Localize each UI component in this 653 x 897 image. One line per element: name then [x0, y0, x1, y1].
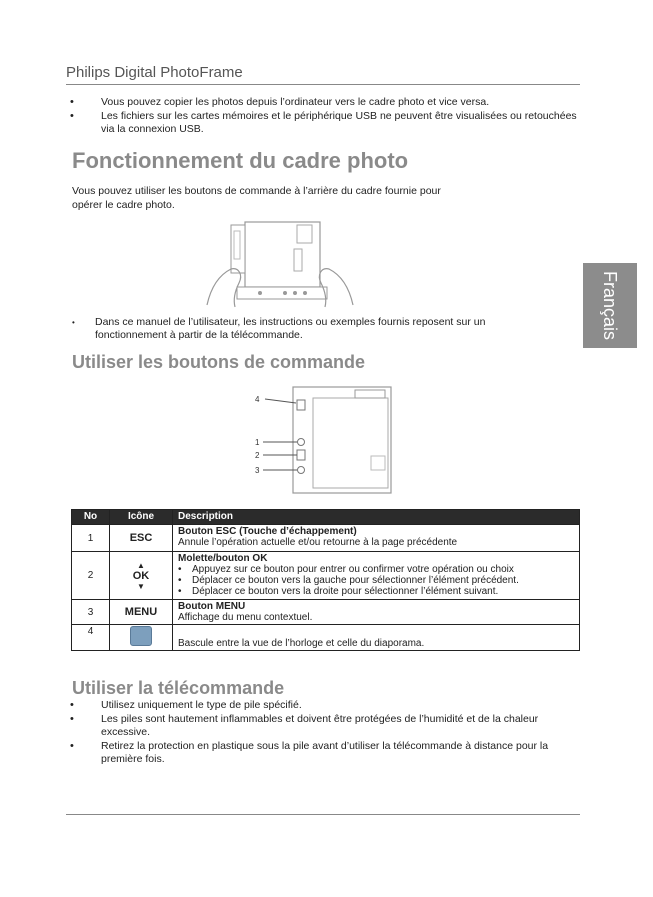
callout-1: 1	[255, 438, 260, 447]
table-header-row	[72, 510, 580, 525]
row-description	[173, 552, 580, 600]
row-number: 2	[72, 552, 110, 600]
intro-bullet-list	[66, 96, 580, 137]
list-item: • Retirez la protection en plastique sous la pile avant d’utiliser la télécommande à distance pour la première fois.	[66, 740, 580, 766]
row-number: 3	[72, 600, 110, 625]
column-header-icon: Icône	[110, 510, 173, 525]
section-title-operation: Fonctionnement du cadre photo	[72, 148, 409, 173]
row-title: Bouton ESC (Touche d’échappement)	[178, 526, 357, 537]
column-header-description: Description	[173, 510, 580, 525]
column-header-no: No	[72, 510, 110, 525]
section-title-remote: Utiliser la télécommande	[72, 678, 285, 698]
clock-slideshow-icon	[130, 626, 152, 646]
table-row	[72, 525, 580, 552]
callout-3: 3	[255, 466, 260, 475]
row-description	[173, 625, 580, 651]
row-icon-label: MENU	[110, 600, 173, 625]
header-rule	[66, 84, 580, 85]
row-title: Bouton MENU	[178, 601, 246, 612]
row-icon-cell	[110, 625, 173, 651]
row-sub-item: • Déplacer ce bouton vers la droite pour sélectionner l’élément suivant.	[178, 586, 574, 597]
row-description	[173, 525, 580, 552]
footer-rule	[66, 814, 580, 815]
row-title: Molette/bouton OK	[178, 553, 268, 564]
table-row	[72, 600, 580, 625]
control-buttons-table	[71, 509, 580, 651]
list-item: • Utilisez uniquement le type de pile spécifié.	[66, 699, 580, 712]
language-tab-label: Français	[600, 270, 621, 341]
section-paragraph: Vous pouvez utiliser les boutons de commande à l’arrière du cadre fournie pour opérer le cadre photo.	[72, 185, 441, 211]
row-text: Affichage du menu contextuel.	[178, 612, 313, 623]
table-row	[72, 625, 580, 651]
row-description	[173, 600, 580, 625]
row-number: 1	[72, 525, 110, 552]
remote-bullet-list	[66, 699, 580, 767]
row-icon-label: OK	[132, 569, 150, 582]
row-text: Annule l’opération actuelle et/ou retourne à la page précédente	[178, 537, 458, 548]
row-sub-item: • Déplacer ce bouton vers la gauche pour sélectionner l’élément précédent.	[178, 575, 574, 586]
row-icon-label: ESC	[110, 525, 173, 552]
callout-4: 4	[255, 395, 260, 404]
list-item: • Les piles sont hautement inflammables et doivent être protégées de l’humidité et de la chaleur excessive.	[66, 713, 580, 739]
section-title-control-buttons: Utiliser les boutons de commande	[72, 352, 366, 372]
list-item: • Vous pouvez copier les photos depuis l’ordinateur vers le cadre photo et vice versa.	[66, 96, 580, 109]
remote-note: • Dans ce manuel de l’utilisateur, les instructions ou exemples fournis reposent sur un fonctionnement à partir de la télécommande.	[72, 316, 542, 342]
page-header-title: Philips Digital PhotoFrame	[66, 64, 243, 81]
row-sub-item: • Appuyez sur ce bouton pour entrer ou confirmer votre opération ou choix	[178, 564, 574, 575]
row-number: 4	[72, 625, 110, 651]
list-item: • Les fichiers sur les cartes mémoires et le périphérique USB ne peuvent être visualisées ou retouchées via la connexion USB.	[66, 110, 580, 136]
arrow-down-icon: ▼	[137, 581, 145, 591]
arrow-up-icon: ▲	[137, 560, 145, 570]
row-icon-ok	[110, 552, 173, 600]
callout-2: 2	[255, 451, 260, 460]
table-row	[72, 552, 580, 600]
frame-rear-buttons-illustration	[253, 384, 393, 496]
row-text: Bascule entre la vue de l’horloge et celle du diaporama.	[178, 638, 425, 649]
language-tab	[583, 263, 637, 348]
hands-holding-frame-illustration	[205, 217, 355, 309]
